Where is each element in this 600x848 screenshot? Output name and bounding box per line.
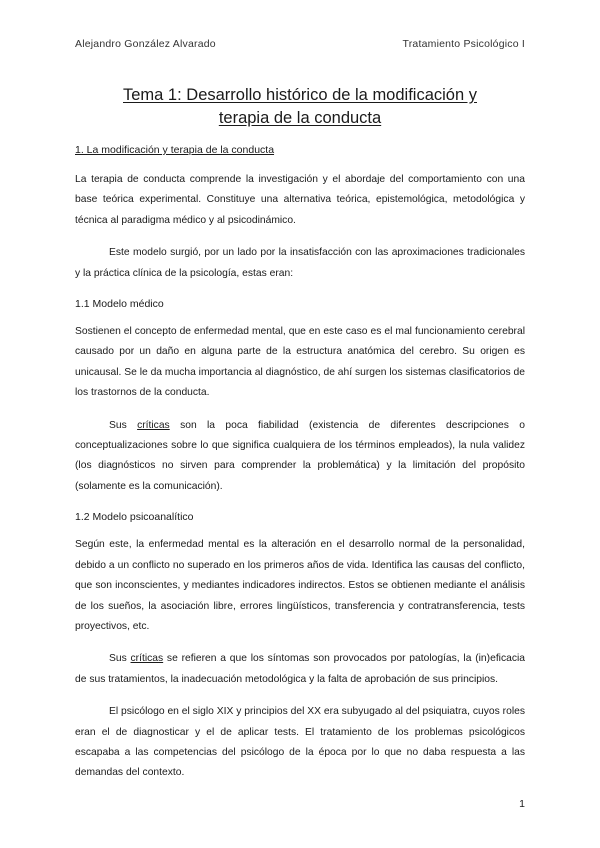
criticas-term: críticas	[137, 419, 170, 431]
title-line-2: terapia de la conducta	[218, 109, 382, 127]
criticas-text: son la poca fiabilidad (existencia de diferentes descripciones o conceptualizaciones sobre lo que significa cualquiera de los términos empleados), la nula validez (los diagnósticos no sirven para comprender la problemática) y la limitación del propósito (solamente es la comunicación).	[75, 419, 525, 492]
section-1-heading: 1. La modificación y terapia de la conducta	[75, 144, 275, 156]
title-line-1: Tema 1: Desarrollo histórico de la modificación y	[123, 86, 477, 104]
header-author: Alejandro González Alvarado	[75, 38, 216, 50]
page-header	[75, 38, 525, 50]
document-title	[75, 84, 525, 130]
section-1-1-heading: 1.1 Modelo médico	[75, 298, 164, 311]
section-1-1-paragraph-1: Sostienen el concepto de enfermedad mental, que en este caso es el mal funcionamiento cerebral causado por un daño en alguna parte de la estructura anatómica del cerebro. Su origen es unicausal. Se le da mucha importancia al diagnóstico, de ahí surgen los sistemas clasificatorios de los trastornos de la conducta.	[75, 326, 525, 399]
criticas-term: críticas	[130, 653, 164, 665]
criticas-text: se refieren a que los síntomas son provocados por patologías, la (in)eficacia de sus tratamientos, la inadecuación metodológica y la falta de aprobación de sus principios.	[75, 653, 526, 685]
criticas-prefix: Sus	[109, 419, 138, 431]
section-1-2-paragraph-2	[75, 649, 525, 690]
section-1-2-paragraph-1: Según este, la enfermedad mental es la alteración en el desarrollo normal de la personalidad, debido a un conflicto no superado en los primeros años de vida. Identifica las causas del conflicto, que son inconscientes, y mediantes indicadores indirectos. Estos se obtienen mediante el análisis de los sueños, la asociación libre, errores lingüísticos, transferencia y contratransferencia, tests proyectivos, etc.	[75, 539, 525, 632]
section-1-2-paragraph-3: El psicólogo en el siglo XIX y principios del XX era subyugado al del psiquiatra, cuyos roles eran el de diagnosticar y el de aplicar tests. El tratamiento de los problemas psicológicos escapaba a las competencias del psicólogo de la época por lo que no daba respuesta a las demandas del contexto.	[75, 706, 525, 779]
section-1-1-paragraph-2	[75, 416, 525, 498]
section-1-2-heading: 1.2 Modelo psicoanalítico	[75, 511, 194, 524]
section-1-paragraph-2: Este modelo surgió, por un lado por la insatisfacción con las aproximaciones tradicionales y la práctica clínica de la psicología, estas eran:	[75, 247, 525, 279]
section-1-paragraph-1: La terapia de conducta comprende la investigación y el abordaje del comportamiento con una base teórica experimental. Constituye una alternativa teórica, epistemológica, metodológica y técnica al paradigma médico y al psicodinámico.	[75, 174, 525, 226]
criticas-prefix: Sus	[109, 653, 131, 665]
header-course: Tratamiento Psicológico I	[402, 38, 525, 50]
page-number: 1	[519, 798, 525, 810]
